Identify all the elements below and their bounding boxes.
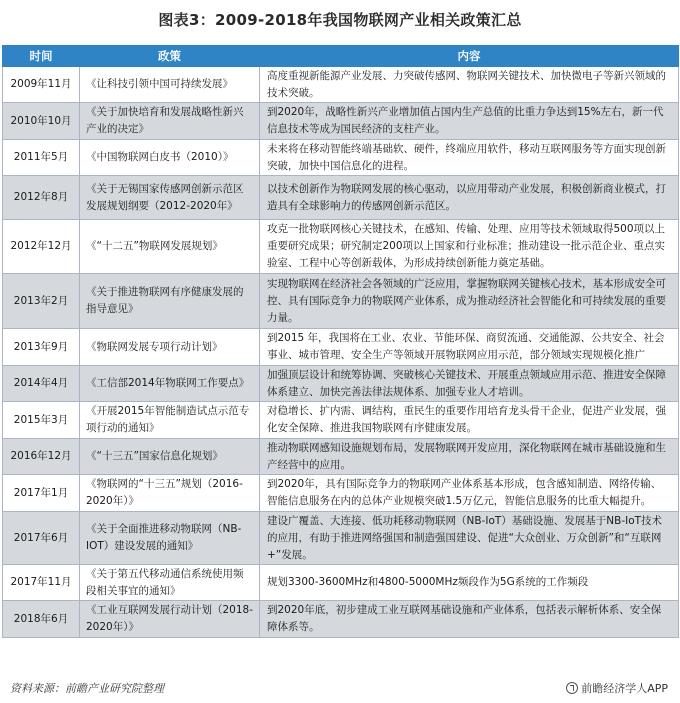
row-content: 建设广覆盖、大连接、低功耗移动物联网（NB-IoT）基础设施、发展基于NB-IoT技术的应用，有助于推进网络强国和制造强国建设、促进“大众创业、万众创新”和“互联网+”发展。 [260,512,679,565]
table-row [3,67,679,103]
row-content: 推动物联网感知设施规划布局，发展物联网开发应用，深化物联网在城市基础设施和生产经营中的应用。 [260,439,679,475]
row-time: 2012年12月 [3,220,80,274]
row-time: 2013年9月 [3,329,80,366]
row-time: 2010年10月 [3,103,80,140]
table-row [3,329,679,366]
row-time: 2015年3月 [3,402,80,439]
row-content: 到2020年底，初步建成工业互联网基础设施和产业体系，包括表示解析体系、安全保障体系等。 [260,601,679,638]
row-content: 对稳增长、扩内需、调结构，重民生的重要作用培育龙头骨干企业，促进产业发展，强化安全保障、推进我国物联网有序健康发展。 [260,402,679,439]
table-row [3,103,679,140]
source-note: 资料来源：前瞻产业研究院整理 [10,682,164,695]
header-content: 内容 [260,46,679,67]
brand-name: 前瞻经济学人APP [581,682,668,695]
row-content: 到2020年，具有国际竞争力的物联网产业体系基本形成，包含感知制造、网络传输、智能信息服务在内的总体产业规模突破1.5万亿元，智能信息服务的比重大幅提升。 [260,475,679,512]
row-time: 2012年8月 [3,176,80,220]
row-content: 未来将在移动智能终端基础软、硬件，终端应用软件，移动互联网服务等方面实现创新突破，加快中国信息化的进程。 [260,140,679,176]
row-time: 2013年2月 [3,274,80,329]
row-time: 2011年5月 [3,140,80,176]
header-time: 时间 [3,46,80,67]
row-policy: 《物联网发展专项行动计划》 [80,329,260,366]
table-row [3,366,679,402]
table-row [3,565,679,601]
row-policy: 《开展2015年智能制造试点示范专项行动的通知》 [80,402,260,439]
row-time: 2017年6月 [3,512,80,565]
row-time: 2017年11月 [3,565,80,601]
table-row [3,220,679,274]
row-policy: 《关于全面推进移动物联网（NB-IOT）建设发展的通知》 [80,512,260,565]
row-time: 2009年11月 [3,67,80,103]
table-row [3,475,679,512]
row-content: 攻克一批物联网核心关键技术，在感知、传输、处理、应用等技术领域取得500项以上重要研究成果；研究制定200项以上国家和行业标准；推动建设一批示范企业、重点实验室、工程中心等创新载体，为形成持续创新能力奠定基础。 [260,220,679,274]
policy-table [2,45,679,638]
row-policy: 《中国物联网白皮书（2010）》 [80,140,260,176]
row-policy: 《关于第五代移动通信系统使用频段相关事宜的通知》 [80,565,260,601]
row-time: 2018年6月 [3,601,80,638]
row-content: 到2015 年，我国将在工业、农业、节能环保、商贸流通、交通能源、公共安全、社会事业、城市管理、安全生产等领域开展物联网应用示范，部分领域实现规模化推广 [260,329,679,366]
row-content: 高度重视新能源产业发展、力突破传感网、物联网关键技术、加快微电子等新兴领域的技术突破。 [260,67,679,103]
table-row [3,601,679,638]
chart-title: 图表3：2009-2018年我国物联网产业相关政策汇总 [158,11,522,29]
row-policy: 《物联网的“十三五”规划（2016-2020年）》 [80,475,260,512]
brand-logo-icon [566,682,578,694]
table-row [3,402,679,439]
row-content: 以技术创新作为物联网发展的核心驱动，以应用带动产业发展，积极创新商业模式，打造具有全球影响力的传感网创新示范区。 [260,176,679,220]
row-time: 2017年1月 [3,475,80,512]
row-content: 规划3300-3600MHz和4800-5000MHz频段作为5G系统的工作频段 [260,565,679,601]
table-row [3,140,679,176]
row-content: 实现物联网在经济社会各领域的广泛应用，掌握物联网关键核心技术，基本形成安全可控、具有国际竞争力的物联网产业体系，成为推动经济社会智能化和可持续发展的重要力量。 [260,274,679,329]
table-header-row [3,46,679,67]
row-policy: 《工信部2014年物联网工作要点》 [80,366,260,402]
row-policy: 《“十三五”国家信息化规划》 [80,439,260,475]
table-row [3,439,679,475]
table-row [3,176,679,220]
row-time: 2016年12月 [3,439,80,475]
row-content: 到2020年，战略性新兴产业增加值占国内生产总值的比重力争达到15%左右，新一代信息技术等成为国民经济的支柱产业。 [260,103,679,140]
row-policy: 《让科技引领中国可持续发展》 [80,67,260,103]
brand-credit [566,680,668,696]
row-policy: 《“十二五”物联网发展规划》 [80,220,260,274]
row-content: 加强顶层设计和统筹协调、突破核心关键技术、开展重点领域应用示范、推进安全保障体系建立、加快完善法律法规体系、加强专业人才培训。 [260,366,679,402]
row-policy: 《工业互联网发展行动计划（2018-2020年）》 [80,601,260,638]
table-row [3,274,679,329]
row-policy: 《关于加快培育和发展战略性新兴产业的决定》 [80,103,260,140]
header-policy: 政策 [80,46,260,67]
row-policy: 《关于推进物联网有序健康发展的指导意见》 [80,274,260,329]
row-policy: 《关于无锡国家传感网创新示范区发展规划纲要（2012-2020年》 [80,176,260,220]
table-row [3,512,679,565]
row-time: 2014年4月 [3,366,80,402]
